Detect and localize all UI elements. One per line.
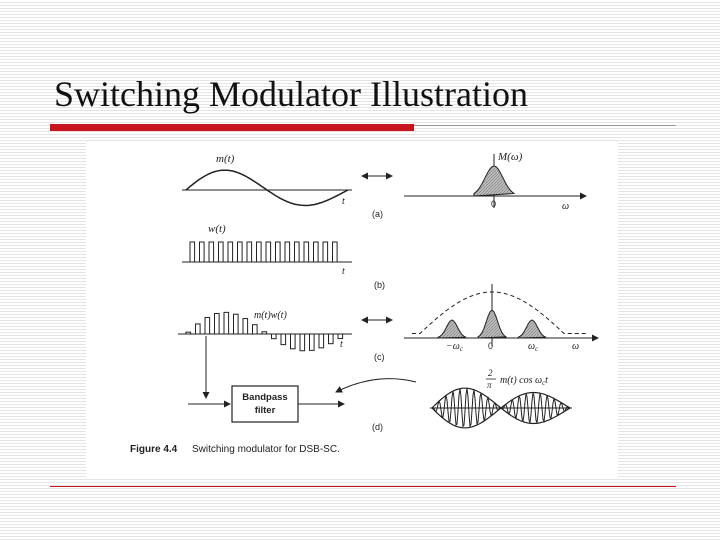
gated-pulse [205, 317, 210, 334]
slide-title: Switching Modulator Illustration [54, 74, 528, 114]
replicated-spectra [438, 310, 546, 338]
gated-pulse [262, 332, 267, 334]
switching-pulse [285, 242, 290, 262]
row-d [188, 336, 572, 432]
switching-pulse-train [190, 242, 337, 262]
gated-pulse [272, 334, 277, 339]
label-pi: π [487, 380, 492, 390]
label-t-a: t [342, 196, 345, 207]
gated-pulse [243, 319, 248, 334]
title-underline-accent [50, 124, 414, 131]
switching-pulse [219, 242, 224, 262]
gated-pulse [300, 334, 305, 351]
figure-svg [86, 142, 618, 478]
gated-pulse [253, 325, 258, 334]
gated-pulse [310, 334, 315, 350]
label-neg-omega-c: $-\omega_c$ [446, 341, 463, 353]
label-output-equation: m(t) $\cos \omega_ct$ [500, 375, 548, 387]
output-pointer-arrow [336, 379, 416, 392]
label-mw-t: m(t)w(t) [254, 310, 287, 321]
label-zero-c: 0 [488, 341, 494, 351]
label-t-c: t [340, 339, 343, 350]
gated-pulse [234, 314, 239, 334]
message-spectrum [474, 166, 514, 196]
gated-pulse [196, 324, 201, 334]
figure-caption-label: Figure 4.4 [130, 444, 178, 455]
gated-pulse [224, 312, 229, 334]
switching-modulator-figure [86, 142, 618, 478]
row-a [182, 151, 586, 219]
gated-pulse [186, 332, 191, 334]
switching-pulse [228, 242, 233, 262]
switching-pulse [257, 242, 262, 262]
switching-pulse [190, 242, 195, 262]
row-b [182, 223, 385, 290]
switching-pulse [238, 242, 243, 262]
figure-caption-text: Switching modulator for DSB-SC. [192, 444, 340, 455]
switching-pulse [314, 242, 319, 262]
message-signal-waveform [186, 170, 348, 205]
bandpass-label-line2: filter [254, 405, 276, 416]
switching-pulse [304, 242, 309, 262]
label-t-b: t [342, 266, 345, 277]
switching-pulse [247, 242, 252, 262]
gated-pulse [319, 334, 324, 348]
label-two: 2 [488, 368, 493, 378]
row-c [178, 284, 598, 362]
label-zero-a: 0 [491, 199, 497, 209]
title-underline-rule [414, 125, 676, 126]
label-omega-c: ω [572, 341, 580, 352]
gated-pulse [215, 313, 220, 334]
gated-pulse [281, 334, 286, 345]
panel-label-b: (b) [374, 280, 385, 290]
panel-label-a: (a) [372, 209, 383, 219]
switching-pulse [276, 242, 281, 262]
switching-pulse [295, 242, 300, 262]
footer-rule [50, 486, 676, 487]
gated-pulse [329, 334, 334, 344]
label-omega-a: ω [562, 201, 570, 212]
gated-pulse [338, 334, 343, 339]
label-m-t: m(t) [216, 153, 235, 165]
label-M-omega: M(ω) [498, 151, 523, 163]
panel-label-c: (c) [374, 352, 385, 362]
switching-pulse [323, 242, 328, 262]
panel-label-d: (d) [372, 422, 383, 432]
switching-pulse [209, 242, 214, 262]
gated-pulse [291, 334, 296, 349]
switching-pulse [333, 242, 338, 262]
switching-pulse [266, 242, 271, 262]
bandpass-label-line1: Bandpass [242, 392, 288, 403]
label-pos-omega-c: $\omega_c$ [528, 341, 539, 353]
label-w-t: w(t) [208, 223, 226, 235]
switching-pulse [200, 242, 205, 262]
